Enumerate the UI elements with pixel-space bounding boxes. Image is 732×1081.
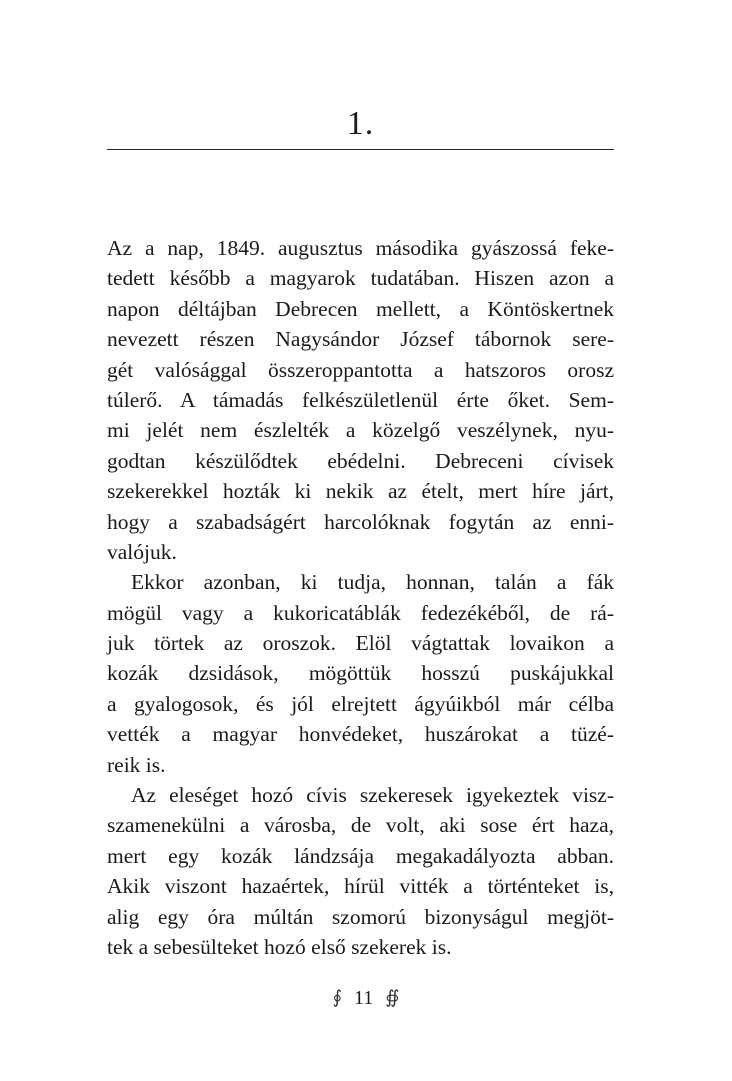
chapter-title: 1. <box>346 105 375 142</box>
text-line: szekerekkel hozták ki nekik az ételt, mert híre járt, <box>107 479 614 504</box>
text-line: mi jelét nem észlelték a közelgő veszélynek, nyu- <box>107 418 614 443</box>
ornament-left-icon: ∮ <box>332 987 342 1007</box>
chapter-divider <box>107 149 614 150</box>
text-line: nevezett részen Nagysándor József tábornok sere- <box>107 327 614 352</box>
text-line: juk törtek az oroszok. Elöl vágtattak lovaikon a <box>107 631 614 656</box>
text-line: mögül vagy a kukoricatáblák fedezékéből, de rá- <box>107 600 614 625</box>
text-line: vették a magyar honvédeket, huszárokat a tüzé- <box>107 722 614 747</box>
text-line: hogy a szabadságért harcolóknak fogytán az enni- <box>107 509 614 534</box>
text-line: gét valósággal összeroppantotta a hatszoros orosz <box>107 357 614 382</box>
text-line: a gyalogosok, és jól elrejtett ágyúikból már célba <box>107 691 614 716</box>
body-text <box>107 233 614 962</box>
text-line: alig egy óra múltán szomorú bizonyságul megjöt- <box>107 904 614 929</box>
page-footer <box>0 984 732 1011</box>
text-line: túlerő. A támadás felkészületlenül érte őket. Sem- <box>107 387 614 412</box>
paragraph <box>107 780 614 962</box>
text-line: tek a sebesülteket hozó első szekerek is. <box>107 934 452 959</box>
text-line: szamenekülni a városba, de volt, aki sose ért haza, <box>107 813 614 838</box>
paragraph <box>107 233 614 567</box>
text-line: reik is. <box>107 752 166 777</box>
page-number: 11 <box>353 987 374 1009</box>
paragraph <box>107 567 614 780</box>
text-line: Akik viszont hazaértek, hírül vitték a történteket is, <box>107 874 614 899</box>
ornament-right-icon: ∯ <box>385 987 400 1007</box>
text-line: tedett később a magyarok tudatában. Hiszen azon a <box>107 266 614 291</box>
text-line: kozák dzsidások, mögöttük hosszú puskájukkal <box>107 661 614 686</box>
text-line: valójuk. <box>107 539 177 564</box>
text-line: godtan készülődtek ebédelni. Debreceni cívisek <box>107 448 614 473</box>
text-line: Az eleséget hozó cívis szekeresek igyekeztek visz- <box>131 783 614 808</box>
text-line: Ekkor azonban, ki tudja, honnan, talán a fák <box>131 570 614 595</box>
text-line: napon déltájban Debrecen mellett, a Köntöskertnek <box>107 296 614 321</box>
text-line: mert egy kozák lándzsája megakadályozta abban. <box>107 843 614 868</box>
text-line: Az a nap, 1849. augusztus másodika gyászossá feke- <box>107 236 614 260</box>
